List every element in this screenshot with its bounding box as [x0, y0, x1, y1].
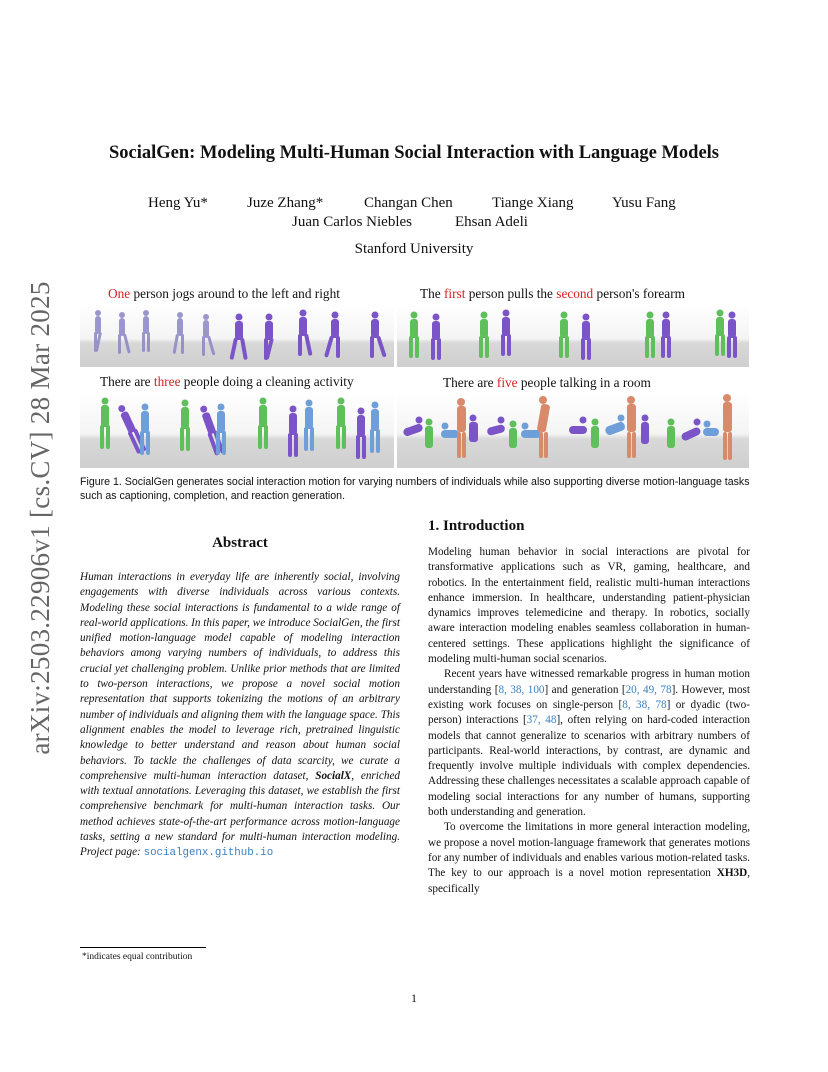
introduction-body [428, 545, 750, 897]
dataset-name: SocialX [315, 769, 352, 782]
jogging-figures-image [80, 304, 394, 367]
figure-panel-pulling [397, 304, 749, 367]
figure-panel-jogging [80, 304, 394, 367]
citation-link[interactable]: 20, 49, 78 [625, 683, 672, 696]
citation-link[interactable]: 8, 38, 78 [622, 698, 667, 711]
figure-panel-cleaning [80, 392, 394, 468]
pulling-figures-image [397, 304, 749, 367]
author-name: Juze Zhang* [247, 195, 324, 211]
abstract-heading: Abstract [212, 535, 268, 551]
introduction-heading: 1. Introduction [428, 518, 525, 534]
panel-caption-2: The first person pulls the second person's forearm [420, 286, 685, 301]
intro-paragraph-2: Recent years have witnessed remarkable progress in human motion understanding [8, 38, 100] and generation [20, 49, 78]. However, most existing work focuses on single-person [8, 38, 78] or dyadic (two-person) interactions [37, 48], often relying on hard-coded interaction models that cannot generalize to scenarios with arbitrary numbers of participants. Real-world interactions, by contrast, are dynamic and frequently involve multiple individuals with complex dependencies. Addressing these challenges necessitates a scalable approach capable of modeling social interactions for any number of humans, supporting both understanding and generation. [428, 668, 751, 819]
author-name: Yusu Fang [612, 195, 676, 211]
intro-paragraph-3: To overcome the limitations in more general interaction modeling, we propose a novel motion-language framework that generates motions for any number of individuals and enables various motion-related tasks. The key to our approach is a novel motion representation XH3D, specifically [428, 821, 750, 895]
paper-title: SocialGen: Modeling Multi-Human Social Interaction with Language Models [109, 143, 719, 163]
citation-link[interactable]: 8, 38, 100 [498, 683, 545, 696]
panel-caption-1: One person jogs around to the left and right [108, 286, 340, 301]
panel-caption-4: There are five people talking in a room [443, 375, 651, 390]
author-name: Juan Carlos Niebles [292, 214, 412, 230]
figure-caption: Figure 1. SocialGen generates social interaction motion for varying numbers of individuals while also supporting diverse motion-language tasks such as captioning, completion, and reaction generation. [80, 476, 750, 502]
affiliation: Stanford University [354, 241, 474, 257]
citation-link[interactable]: 37, 48 [526, 714, 557, 727]
cleaning-figures-image [80, 392, 394, 468]
author-name: Ehsan Adeli [455, 214, 528, 230]
panel-caption-3: There are three people doing a cleaning activity [100, 374, 354, 389]
page-number: 1 [411, 991, 417, 1005]
author-name: Changan Chen [364, 195, 453, 211]
project-page-link[interactable]: socialgenx.github.io [143, 847, 274, 860]
author-name: Heng Yu* [148, 195, 208, 211]
figure-panel-talking [397, 392, 749, 468]
intro-paragraph-1: Modeling human behavior in social interactions are pivotal for transformative applications such as VR, gaming, healthcare, and robotics. In the entertainment field, realistic multi-human interactions enhance immersion. In healthcare, understanding patient-physician dynamics improves telemedicine and therapy. In robotics, socially aware interaction modeling enables seamless collaboration in human-centered settings. These applications highlight the significance of modeling multi-human social scenarios. [428, 546, 750, 666]
talking-figures-image [397, 392, 749, 468]
arxiv-stamp: arXiv:2503.22906v1 [cs.CV] 28 Mar 2025 [24, 281, 55, 755]
abstract-body: Human interactions in everyday life are inherently social, involving engagements with diverse individuals across various contexts. Modeling these social interactions is fundamental to a wide range of real-world applications. In this paper, we introduce SocialGen, the first unified motion-language model capable of modeling interaction behaviors among varying numbers of individuals, to address this crucial yet challenging problem. Unlike prior methods that are limited to two-person interactions, we propose a novel social motion representation that supports tokenizing the motions of an arbitrary number of individuals and aligning them with the language space. This alignment enables the model to leverage rich, pretrained linguistic knowledge to better understand and reason about human social behaviors. To tackle the challenges of data scarcity, we curate a comprehensive multi-human interaction dataset, SocialX, enriched with textual annotations. Leveraging this dataset, we establish the first comprehensive benchmark for multi-human interaction tasks. Our method achieves state-of-the-art performance across motion-language tasks, setting a new standard for multi-human interaction modeling. Project page: socialgenx.github.io [80, 571, 401, 860]
author-name: Tiange Xiang [492, 195, 574, 211]
footnote: *indicates equal contribution [82, 952, 193, 962]
footnote-rule [80, 947, 206, 948]
